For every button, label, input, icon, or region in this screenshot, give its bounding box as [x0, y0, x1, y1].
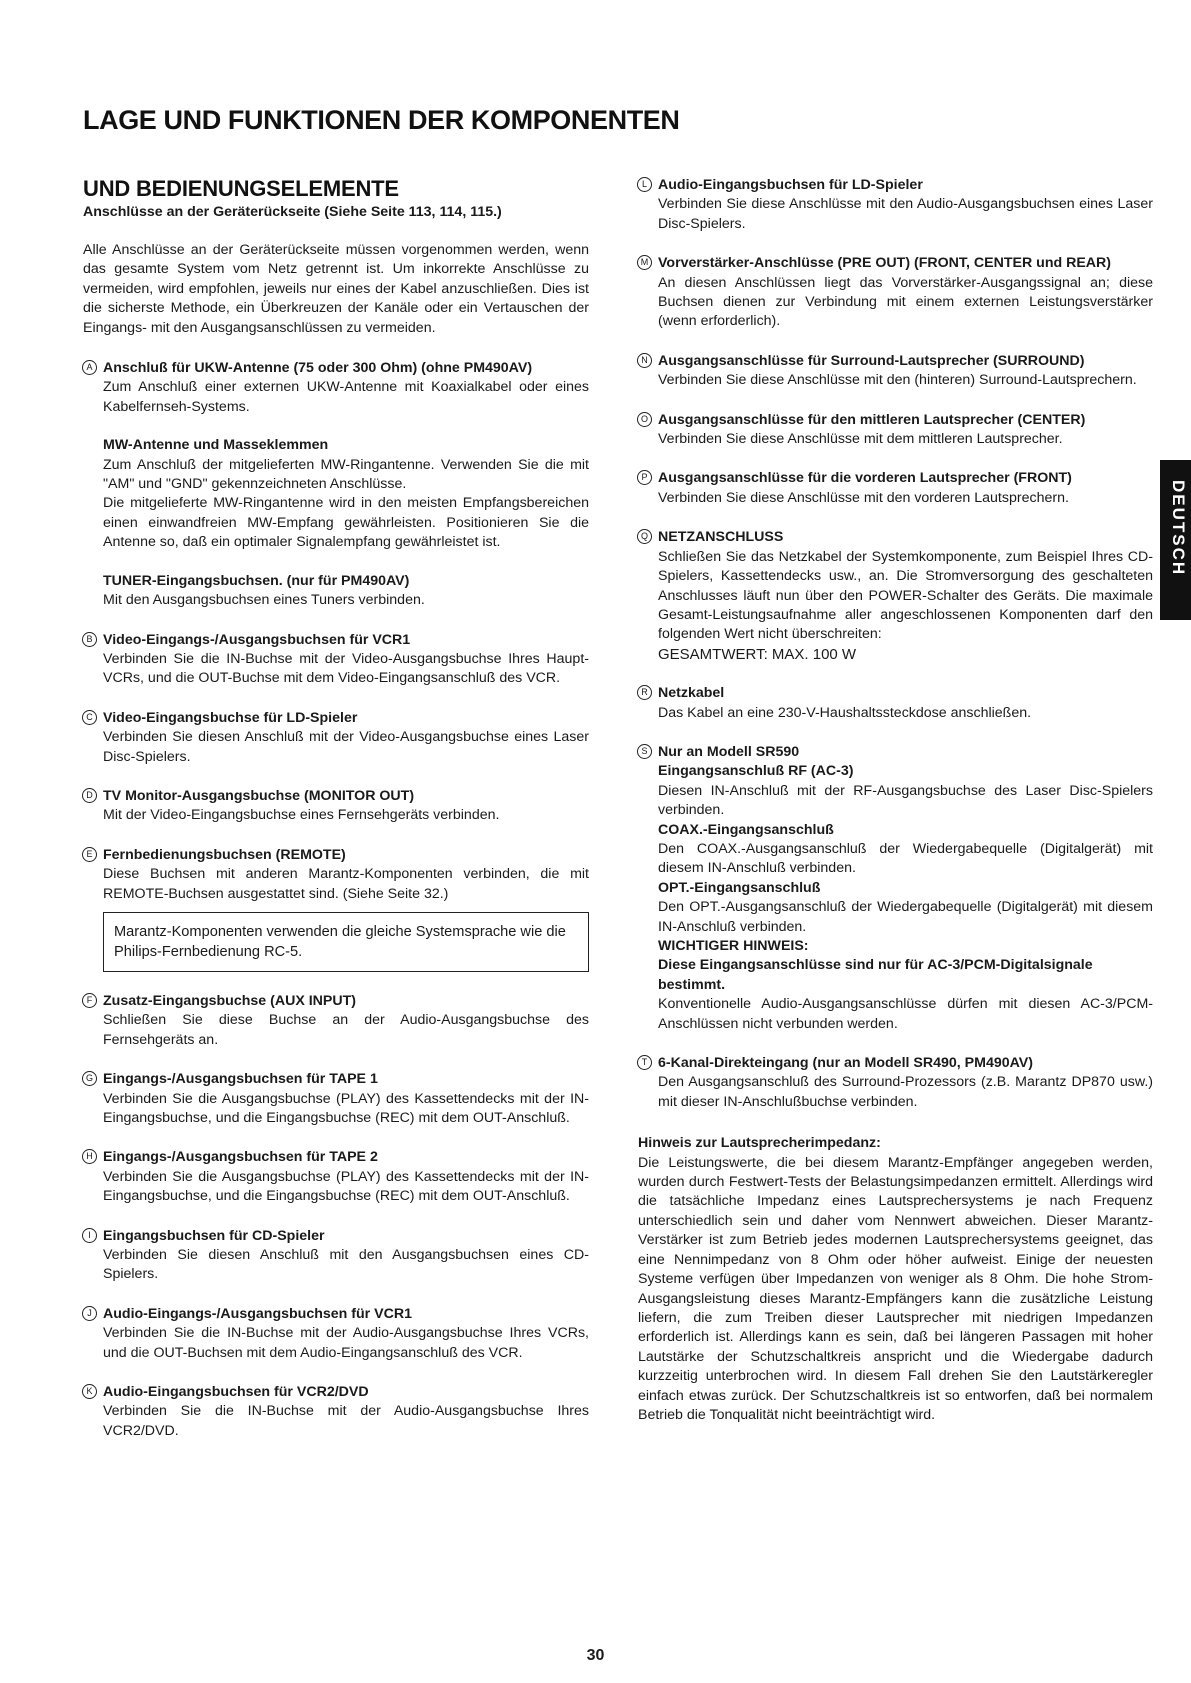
- warning-title: WICHTIGER HINWEIS:: [658, 938, 809, 954]
- item-n-title: Ausgangsanschlüsse für Surround-Lautsprecher (SURROUND): [658, 352, 1085, 369]
- marker-m: M: [637, 255, 652, 270]
- item-d-body: Mit der Video-Eingangsbuchse eines Fernsehgeräts verbinden.: [103, 807, 500, 824]
- item-m: [638, 254, 1153, 332]
- warning-bold-text: Diese Eingangsanschlüsse sind nur für AC-3/PCM-Digitalsignale bestimmt.: [658, 957, 1093, 993]
- item-k-title: Audio-Eingangsbuchsen für VCR2/DVD: [103, 1384, 369, 1401]
- rf-title: Eingangsanschluß RF (AC-3): [658, 763, 854, 780]
- item-i-title: Eingangsbuchsen für CD-Spieler: [103, 1227, 325, 1244]
- tuner-body: Mit den Ausgangsbuchsen eines Tuners verbinden.: [103, 592, 425, 609]
- marker-e: E: [82, 847, 97, 862]
- mw-section: [100, 436, 589, 552]
- item-t: [638, 1054, 1153, 1112]
- item-r-body: Das Kabel an eine 230-V-Haushaltssteckdose anschließen.: [658, 704, 1032, 721]
- item-a-body: Zum Anschluß einer externen UKW-Antenne mit Koaxialkabel oder eines Kabelfernseh-Systems.: [103, 379, 589, 415]
- item-q: [638, 528, 1153, 664]
- item-a-title: Anschluß für UKW-Antenne (75 oder 300 Ohm) (ohne PM490AV): [103, 360, 533, 377]
- item-f-title: Zusatz-Eingangsbuchse (AUX INPUT): [103, 992, 357, 1009]
- item-i-body: Verbinden Sie diesen Anschluß mit den Ausgangsbuchsen eines CD-Spielers.: [103, 1247, 589, 1283]
- item-g-body: Verbinden Sie die Ausgangsbuchse (PLAY) des Kassettendecks mit der IN-Eingangsbuchse, und die Eingangsbuchse (REC) mit dem OUT-Anschluß.: [103, 1090, 589, 1126]
- item-h: [83, 1148, 589, 1206]
- item-p-body: Verbinden Sie diese Anschlüsse mit den vorderen Lautsprechern.: [658, 489, 1069, 506]
- language-tab: [1160, 460, 1191, 620]
- page-number: 30: [586, 1647, 605, 1664]
- item-m-body: An diesen Anschlüssen liegt das Vorverstärker-Ausgangssignal an; diese Buchsen dienen zur Verbindung mit einem externen Leistungsverstärker (wenn erforderlich).: [658, 274, 1153, 330]
- item-e-title: Fernbedienungsbuchsen (REMOTE): [103, 846, 346, 863]
- item-o: [638, 411, 1153, 450]
- item-q-body: Schließen Sie das Netzkabel der Systemkomponente, zum Beispiel Ihres CD-Spielers, Kassettendecks usw., an. Die Stromversorgung des geschalteten Anschlusses läuft nun über den POWER-Schalter des Geräts. Die maximale Gesamt-Leistungsaufnahme aller angeschlossenen Komponenten darf den folgenden Wert nicht überschreiten:: [658, 548, 1153, 643]
- item-q-total: GESAMTWERT: MAX. 100 W: [658, 645, 857, 663]
- opt-body: Den OPT.-Ausgangsanschluß der Wiedergabequelle (Digitalgerät) mit diesem IN-Anschluß verbinden.: [658, 899, 1153, 935]
- language-tab-label: DEUTSCH: [1169, 480, 1188, 577]
- mw-body-1: Zum Anschluß der mitgelieferten MW-Ringantenne. Verwenden Sie die mit "AM" und "GND" gekennzeichneten Anschlüsse.: [103, 456, 589, 493]
- coax-title: COAX.-Eingangsanschluß: [658, 821, 834, 838]
- impedance-hint: [638, 1134, 1153, 1425]
- item-b: [83, 631, 589, 689]
- marker-i: I: [82, 1228, 97, 1243]
- item-r-title: Netzkabel: [658, 685, 725, 702]
- hint-title: Hinweis zur Lautsprecherimpedanz:: [638, 1135, 881, 1152]
- marker-k: K: [82, 1384, 97, 1399]
- opt-title: OPT.-Eingangsanschluß: [658, 879, 821, 896]
- item-j: [83, 1305, 589, 1363]
- marker-h: H: [82, 1149, 97, 1164]
- marker-n: N: [637, 353, 652, 368]
- item-c-title: Video-Eingangsbuchse für LD-Spieler: [103, 709, 358, 726]
- item-l-title: Audio-Eingangsbuchsen für LD-Spieler: [658, 177, 923, 193]
- item-g-title: Eingangs-/Ausgangsbuchsen für TAPE 1: [103, 1071, 378, 1088]
- right-column: [638, 176, 1153, 1425]
- marker-s: S: [637, 744, 652, 759]
- item-c: [83, 709, 589, 767]
- marker-d: D: [82, 788, 97, 803]
- item-d: [83, 787, 589, 826]
- item-f: [83, 992, 589, 1050]
- item-l-body: Verbinden Sie diese Anschlüsse mit den Audio-Ausgangsbuchsen eines Laser Disc-Spielers.: [658, 196, 1153, 232]
- mw-title: MW-Antenne und Masseklemmen: [103, 437, 329, 454]
- item-l: [638, 176, 1153, 234]
- marker-f: F: [82, 993, 97, 1008]
- item-h-title: Eingangs-/Ausgangsbuchsen für TAPE 2: [103, 1149, 378, 1166]
- item-i: [83, 1227, 589, 1285]
- coax-body: Den COAX.-Ausgangsanschluß der Wiedergabequelle (Digitalgerät) mit diesem IN-Anschluß verbinden.: [658, 840, 1153, 877]
- item-j-body: Verbinden Sie die IN-Buchse mit der Audio-Ausgangsbuchse Ihres VCRs, und die OUT-Buchsen mit dem Audio-Eingangsanschluß des VCR.: [103, 1325, 589, 1361]
- left-column: [83, 176, 589, 1461]
- item-t-title: 6-Kanal-Direkteingang (nur an Modell SR490, PM490AV): [658, 1055, 1033, 1072]
- item-g: [83, 1070, 589, 1128]
- item-d-title: TV Monitor-Ausgangsbuchse (MONITOR OUT): [103, 787, 415, 804]
- item-e: [83, 846, 589, 972]
- warning-body: Konventionelle Audio-Ausgangsanschlüsse dürfen mit diesen AC-3/PCM-Anschlüssen nicht verbunden werden.: [658, 996, 1153, 1032]
- marker-q: Q: [637, 529, 652, 544]
- section-subheading: Anschlüsse an der Geräterückseite (Siehe Seite 113, 114, 115.): [83, 204, 502, 220]
- item-p-title: Ausgangsanschlüsse für die vorderen Lautsprecher (FRONT): [658, 470, 1072, 487]
- marker-b: B: [82, 632, 97, 647]
- marker-t: T: [637, 1055, 652, 1070]
- page-title: LAGE UND FUNKTIONEN DER KOMPONENTEN: [83, 105, 680, 135]
- item-s: [638, 743, 1153, 1034]
- rf-body: Diesen IN-Anschluß mit der RF-Ausgangsbuchse des Laser Disc-Spielers verbinden.: [658, 782, 1153, 819]
- marker-r: R: [637, 685, 652, 700]
- item-a: [83, 359, 589, 610]
- item-j-title: Audio-Eingangs-/Ausgangsbuchsen für VCR1: [103, 1305, 412, 1322]
- item-q-title: NETZANSCHLUSS: [658, 529, 784, 546]
- marker-o: O: [637, 412, 652, 427]
- item-k: [83, 1383, 589, 1441]
- item-s-title: Nur an Modell SR590: [658, 743, 800, 760]
- intro-paragraph: Alle Anschlüsse an der Geräterückseite müssen vorgenommen werden, wenn das gesamte System vom Netz getrennt ist. Um inkorrekte Anschlüsse zu vermeiden, wird empfohlen, jeweils nur eines der Kabel anzuschließen. Dies ist die sicherste Methode, ein Überkreuzen der Kanäle oder ein Vertauschen der Eingangs- mit den Ausgangsanschlüssen zu vermeiden.: [83, 242, 589, 336]
- item-o-body: Verbinden Sie diese Anschlüsse mit dem mittleren Lautsprecher.: [658, 431, 1063, 448]
- rc5-note-box: Marantz-Komponenten verwenden die gleiche Systemsprache wie die Philips-Fernbedienung RC-5.: [103, 912, 589, 972]
- item-o-title: Ausgangsanschlüsse für den mittleren Lautsprecher (CENTER): [658, 411, 1086, 428]
- marker-a: A: [82, 360, 97, 375]
- item-e-body: Diese Buchsen mit anderen Marantz-Komponenten verbinden, die mit REMOTE-Buchsen ausgestattet sind. (Siehe Seite 32.): [103, 866, 589, 902]
- item-b-title: Video-Eingangs-/Ausgangsbuchsen für VCR1: [103, 631, 411, 648]
- hint-body: Die Leistungswerte, die bei diesem Marantz-Empfänger angegeben werden, wurden durch Festwert-Tests der Belastungsimpedanzen ermittelt. Allerdings wird die tatsächliche Impedanz eines Lautsprechersystems je nach Frequenz unterschiedlich sein und daher vom Nennwert abweichen. Dieser Marantz-Verstärker ist zum Betrieb jedes modernen Lautsprechersystems geeignet, das eine Nennimpedanz von 8 Ohm oder höher aufweist. Einige der neuesten Systeme verfügen über Impedanzen von weniger als 8 Ohm. Die hohe Strom-Ausgangsleistung dieses Marantz-Empfängers kann die zusätzliche Leistung liefern, die zum Treiben dieser Lautsprecher mit niedrigen Impedanzen erforderlich ist. Allerdings kann es sein, daß bei längeren Passagen mit hoher Lautstärke der Schutzschaltkreis anspricht und die Wiedergabe dadurch kurzzeitig unterbrochen wird. In diesem Fall drehen Sie den Lautstärkeregler einfach etwas zurück. Der Schutzschaltkreis ist so entworfen, daß bei normalem Betrieb die Tonqualität nicht beeinträchtigt wird.: [638, 1154, 1153, 1423]
- mw-body-2: Die mitgelieferte MW-Ringantenne wird in den meisten Empfangsbereichen einen einwandfreien MW-Empfang gewährleisten. Positionieren Sie die Antenne so, daß ein optimaler Signalempfang gewährleistet ist.: [103, 495, 589, 551]
- section-subtitle: UND BEDIENUNGSELEMENTE: [83, 176, 399, 201]
- marker-g: G: [82, 1071, 97, 1086]
- marker-l: L: [637, 177, 652, 192]
- marker-p: P: [637, 470, 652, 485]
- item-k-body: Verbinden Sie die IN-Buchse mit der Audio-Ausgangsbuchse Ihres VCR2/DVD.: [103, 1403, 589, 1439]
- item-c-body: Verbinden Sie diesen Anschluß mit der Video-Ausgangsbuchse eines Laser Disc-Spielers.: [103, 729, 589, 765]
- item-n-body: Verbinden Sie diese Anschlüsse mit den (hinteren) Surround-Lautsprechern.: [658, 372, 1137, 389]
- tuner-title: TUNER-Eingangsbuchsen. (nur für PM490AV): [103, 572, 410, 589]
- marker-c: C: [82, 710, 97, 725]
- item-t-body: Den Ausgangsanschluß des Surround-Prozessors (z.B. Marantz DP870 usw.) mit dieser IN-Anschlußbuchse verbinden.: [658, 1074, 1153, 1110]
- item-h-body: Verbinden Sie die Ausgangsbuchse (PLAY) des Kassettendecks mit der IN-Eingangsbuchse, und die Eingangsbuchse (REC) mit dem OUT-Anschluß.: [103, 1168, 589, 1205]
- marker-j: J: [82, 1306, 97, 1321]
- item-f-body: Schließen Sie diese Buchse an der Audio-Ausgangsbuchse des Fernsehgeräts an.: [103, 1012, 589, 1048]
- item-b-body: Verbinden Sie die IN-Buchse mit der Video-Ausgangsbuchse Ihres Haupt-VCRs, und die OUT-Buchse mit dem Video-Eingangsanschluß des VCR.: [103, 650, 589, 687]
- item-p: [638, 469, 1153, 508]
- item-r: [638, 684, 1153, 723]
- tuner-section: [100, 572, 589, 611]
- item-m-title: Vorverstärker-Anschlüsse (PRE OUT) (FRONT, CENTER und REAR): [658, 255, 1112, 272]
- item-n: [638, 352, 1153, 391]
